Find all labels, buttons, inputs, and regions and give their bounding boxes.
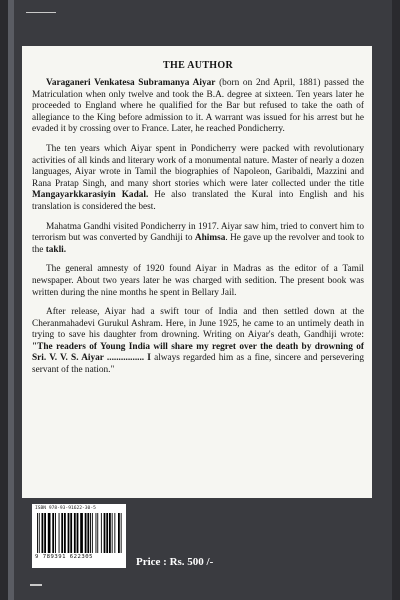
author-panel <box>22 46 372 498</box>
barcode-bar <box>85 513 87 553</box>
barcode-bar <box>77 513 79 553</box>
bio-text: After release, Aiyar had a swift tour of India and then settled down at the Cheranmahadevi Gurukul Ashram. Here, in June 1925, he came to an untimely death in trying to save his daughter from drowning. Writing on Aiyar's death, Gandhiji wrote: <box>32 307 364 341</box>
panel-title: THE AUTHOR <box>163 60 233 71</box>
barcode-bar <box>64 513 66 553</box>
isbn-text: ISBN 978-93-91622-30-5 <box>35 506 96 511</box>
barcode-bar <box>39 513 40 553</box>
cover-spine-edge <box>8 0 14 600</box>
barcode-bar <box>52 513 54 553</box>
barcode-bar <box>118 513 120 553</box>
barcode-bars <box>35 513 123 553</box>
barcode-bar <box>42 513 44 553</box>
barcode <box>32 504 126 568</box>
bio-paragraph <box>32 264 364 299</box>
bio-text: He also translated the Kural into English and his translation is considered the best. <box>32 190 364 212</box>
bio-emphasis: Varaganeri Venkatesa Subramanya Aiyar <box>46 78 216 88</box>
cover-scratch <box>26 12 56 13</box>
bio-text: The ten years which Aiyar spent in Pondicherry were packed with revolutionary activities of all kinds and literary work of a monumental nature. Master of nearly a dozen languages, Aiyar wrote in Tamil the biographies of Napoleon, Garibaldi, Mazzini and Rana Pratap Singh, and many short stories which were later collected under the title <box>32 143 364 189</box>
barcode-bar <box>87 513 89 553</box>
barcode-bar <box>68 513 70 553</box>
barcode-bar <box>97 513 98 553</box>
bio-emphasis: takli. <box>45 244 67 255</box>
barcode-bar <box>55 513 56 553</box>
barcode-bar <box>61 513 63 553</box>
barcode-bar <box>112 513 113 553</box>
bio-text: . He gave up the revolver and took to the <box>32 233 365 255</box>
barcode-bar <box>114 513 115 553</box>
barcode-bar <box>104 513 106 553</box>
bio-emphasis: "The readers of Young India will share my regret over the death by drowning of Sri. V. V. S. Aiyar ................ I <box>32 341 364 364</box>
barcode-bar <box>70 513 72 553</box>
bio-paragraph <box>32 78 364 136</box>
cover-footer <box>24 504 374 574</box>
barcode-bar <box>59 513 60 553</box>
barcode-bar <box>48 513 51 553</box>
barcode-bar <box>74 513 76 553</box>
bio-text: (born on 2nd April, 1881) passed the Matriculation when only twelve and took the B.A. degree at sixteen. Ten years later he proceeded to England where he qualified for the Bar but refused to take the oath of allegiance to the King before admission to it. A warrant was issued for his arrest but he evaded it by crossing over to France. Later, he reached Pondicherry. <box>32 78 364 135</box>
barcode-bar <box>37 513 38 553</box>
barcode-bar <box>44 513 46 553</box>
author-bio <box>32 78 364 377</box>
price-label: Price : Rs. 500 /- <box>136 556 214 568</box>
bio-paragraph <box>32 144 364 214</box>
bio-paragraph <box>32 307 364 377</box>
bio-emphasis: Mangayarkkarasiyin Kadal. <box>32 190 149 201</box>
ean-digits: 9 789391 622305 <box>35 554 94 560</box>
barcode-bar <box>106 513 108 553</box>
bio-text: always regarded him as a fine, sincere and persevering servant of the nation." <box>32 353 364 376</box>
bio-text: Mahatma Gandhi visited Pondicherry in 1917. Aiyar saw him, tried to convert him to terrorism but was converted by Gandhiji to <box>32 221 364 244</box>
barcode-bar <box>90 513 91 553</box>
bio-emphasis: Ahimsa <box>194 233 226 244</box>
barcode-bar <box>96 513 97 553</box>
barcode-bar <box>109 513 111 553</box>
barcode-bar <box>80 513 83 553</box>
barcode-bar <box>92 513 93 553</box>
bio-text: The general amnesty of 1920 found Aiyar in Madras as the editor of a Tamil newspaper. About two years later he was charged with sedition. The present book was written during the nine months he spent in Bellary Jail. <box>32 264 364 298</box>
barcode-bar <box>121 513 122 553</box>
bio-paragraph <box>32 222 364 257</box>
barcode-bar <box>101 513 102 553</box>
cover-scratch <box>30 584 42 586</box>
